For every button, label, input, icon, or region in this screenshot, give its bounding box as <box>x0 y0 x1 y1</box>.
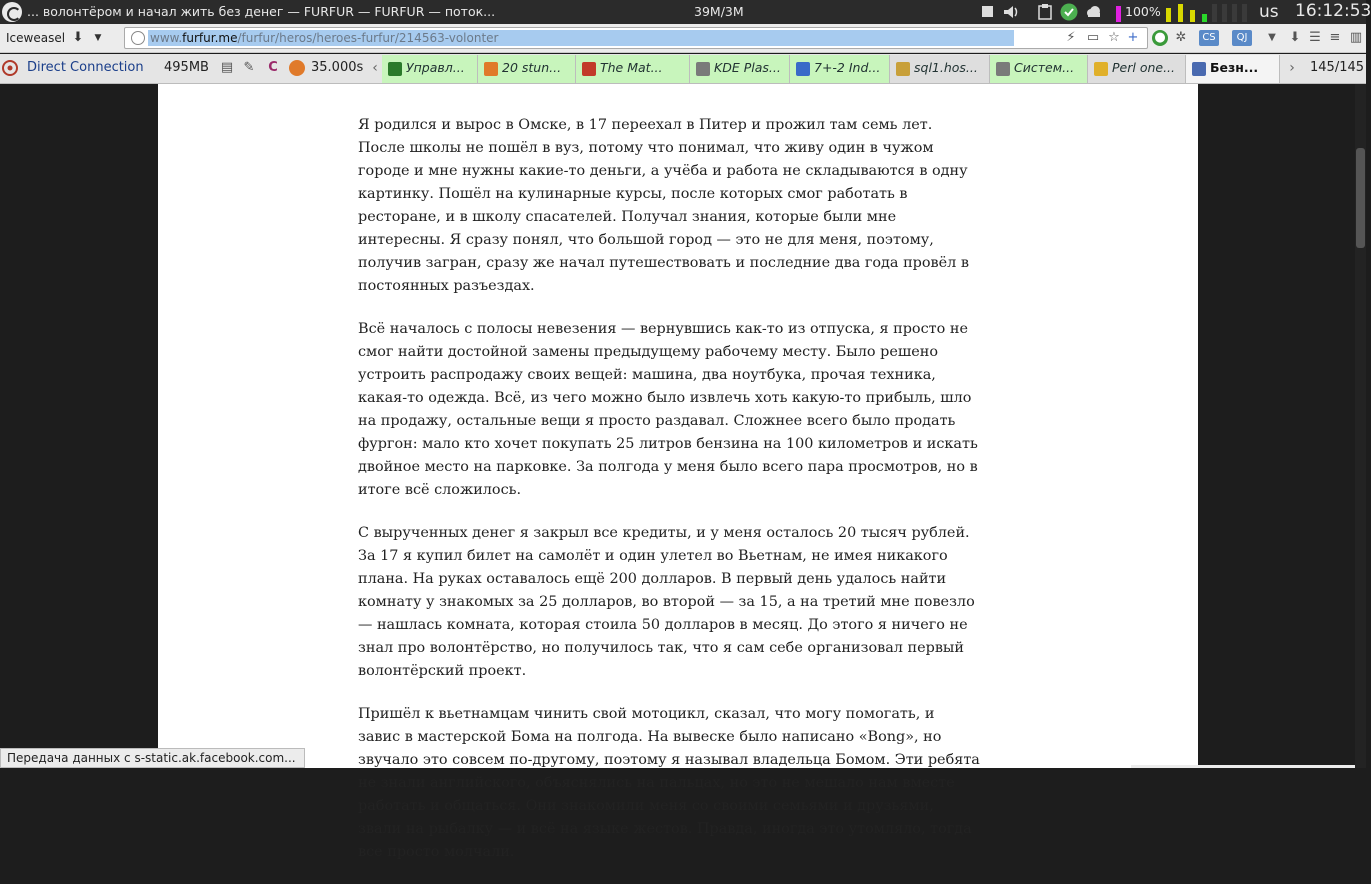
clipboard-icon[interactable] <box>1036 3 1054 21</box>
status-bar: Передача данных с s-static.ak.facebook.com... <box>0 748 305 768</box>
keyboard-layout[interactable]: us <box>1259 2 1279 22</box>
tab-label: sql1.hos... <box>914 60 978 75</box>
tab-label: The Mat... <box>600 60 663 75</box>
tab-label: Perl one... <box>1112 60 1175 75</box>
url-path: /furfur/heros/heroes-furfur/214563-volonter <box>237 31 499 45</box>
tab-strip <box>0 54 1366 84</box>
update-ok-icon[interactable] <box>1060 3 1078 21</box>
graph-slot-3 <box>1232 4 1237 22</box>
tab-label: Безн... <box>1210 60 1259 75</box>
addon-sheet-icon[interactable]: ▤ <box>220 60 234 75</box>
cpu-bar-1 <box>1166 8 1171 22</box>
firefox-icon[interactable] <box>289 60 305 76</box>
system-panel <box>0 0 1371 24</box>
tab-label: Управл... <box>406 60 465 75</box>
article-body <box>358 114 980 884</box>
list-icon[interactable]: ≡ <box>1329 30 1341 45</box>
tab-favicon-icon <box>796 62 810 76</box>
navigation-toolbar <box>0 24 1366 53</box>
tab-2[interactable] <box>478 55 576 83</box>
battery-percent: 100% <box>1125 4 1161 19</box>
memory-usage: 495MB <box>164 60 209 75</box>
clock[interactable]: 16:12:53 <box>1295 1 1371 21</box>
site-identity-icon[interactable] <box>131 31 145 45</box>
tab-1[interactable] <box>382 55 478 83</box>
cpu-bar-3 <box>1190 10 1195 22</box>
app-name: Iceweasel <box>6 31 66 45</box>
stop-square-icon[interactable] <box>982 6 993 17</box>
lightning-icon[interactable]: ⚡ <box>1066 30 1076 45</box>
tab-favicon-icon <box>896 62 910 76</box>
url-bar[interactable] <box>124 27 1148 49</box>
volume-icon[interactable] <box>1002 3 1020 21</box>
hamburger-menu-icon[interactable]: ☰ <box>1309 30 1321 45</box>
url-host: furfur.me <box>182 31 238 45</box>
cpu-bar-2 <box>1178 4 1183 22</box>
tab-9[interactable] <box>1186 55 1280 83</box>
sidebar-icon[interactable]: ▥ <box>1349 30 1363 45</box>
tab-4[interactable] <box>690 55 790 83</box>
article-paragraph-2: Всё началось с полосы невезения — вернувшись как-то из отпуска, я просто не смог найти достойной замены предыдущему рабочему месту. Было решено устроить распродажу своих вещей: машина, два ноутбука, прочая техника, какая-то одежда. Всё, из чего можно было извлечь хоть какую-то прибыль, шло на продажу, остальные вещи я просто раздавал. Сложнее всего было продать фургон: мало кто хочет покупать 25 литров бензина на 100 километров и искать двойное место на парковке. За полгода у меня было всего пара просмотров, но в итоге всё сложилось. <box>358 321 978 498</box>
add-icon[interactable]: + <box>1127 30 1139 45</box>
cs-addon-icon[interactable]: CS <box>1199 30 1219 46</box>
find-bar-edge <box>1131 765 1355 768</box>
tab-5[interactable] <box>790 55 890 83</box>
window-title: ... волонтёром и начал жить без денег — FURFUR — FURFUR — поток... <box>27 4 496 19</box>
tab-favicon-icon <box>388 62 402 76</box>
battery-level-icon <box>1116 6 1121 22</box>
tabs-scroll-left-icon[interactable]: ‹ <box>372 60 378 76</box>
tab-favicon-icon <box>696 62 710 76</box>
tab-favicon-icon <box>1094 62 1108 76</box>
article-paragraph-1: Я родился и вырос в Омске, в 17 переехал в Питер и прожил там семь лет. После школы не пошёл в вуз, потому что понимал, что живу один в чужом городе и мне нужны какие-то деньги, а учёба и работа не складываются в одну картинку. Пошёл на кулинарные курсы, после которых смог работать в ресторане, и в школу спасателей. Получал знания, которые были мне интересны. Я сразу понял, что большой город — это не для меня, поэтому, получив загран, сразу же начал путешествовать и последние два года провёл в постоянных разъездах. <box>358 117 969 294</box>
tab-6[interactable] <box>890 55 990 83</box>
weather-cloud-icon[interactable] <box>1084 3 1102 21</box>
reader-icon[interactable]: ▭ <box>1086 30 1100 45</box>
addon-green-icon[interactable]: ● <box>1152 30 1168 46</box>
tab-label: Систем... <box>1014 60 1075 75</box>
tab-favicon-icon <box>996 62 1010 76</box>
graph-slot-2 <box>1222 4 1227 22</box>
tabs-scroll-right-icon[interactable]: › <box>1289 60 1295 76</box>
net-bar <box>1202 14 1207 22</box>
tab-label: 7+-2 Ind... <box>814 60 881 75</box>
downloads-icon[interactable]: ⬇ <box>1289 30 1301 45</box>
tab-count: 145/145 <box>1310 60 1365 75</box>
tab-8[interactable] <box>1088 55 1186 83</box>
settings-gear-icon[interactable]: ✲ <box>1175 30 1187 45</box>
tab-3[interactable] <box>576 55 690 83</box>
article-paragraph-3: С вырученных денег я закрыл все кредиты, и у меня осталось 20 тысяч рублей. За 17 я купил билет на самолёт и один улетел во Вьетнам, не имея никакого плана. На руках оставалось ещё 200 долларов. В первый день удалось найти комнату у знакомых за 25 долларов, во второй — за 15, а на третий мне повезло — нашлась комната, которая стоила 50 долларов в месяц. До этого я ничего не знал про волонтёрство, но получилось так, что я сам себе организовал первый волонтёрский проект. <box>358 525 975 679</box>
proxy-icon[interactable] <box>2 60 18 76</box>
tab-label: 20 stun... <box>502 60 562 75</box>
chevron-down-icon[interactable]: ▼ <box>94 33 102 43</box>
article-paragraph-4: Пришёл к вьетнамцам чинить свой мотоцикл, сказал, что могу помогать, и завис в мастерской Бома на полгода. На вывеске было написано «Bong», но звучало это совсем по-другому, поэтому я называл владельца Бомом. Эти ребята не знали английского, объяснялись на пальцах, но это не мешало нам вместе работать и общаться. Они знакомили меня со своими семьями и друзьями, звали на рыбалку — и всё на языке жестов. Правда, иногда это утомляло, тогда все просто молчали. <box>358 706 980 860</box>
web-page <box>158 84 1198 860</box>
addon-c-icon[interactable]: C <box>268 60 278 75</box>
qj-addon-icon[interactable]: QJ <box>1232 30 1252 46</box>
direct-connection-link[interactable]: Direct Connection <box>27 60 144 75</box>
distro-logo-icon[interactable] <box>2 2 22 22</box>
bookmark-star-icon[interactable]: ☆ <box>1108 30 1120 45</box>
tab-7[interactable] <box>990 55 1088 83</box>
tab-favicon-icon <box>1192 62 1206 76</box>
tab-label: KDE Plas... <box>714 60 781 75</box>
graph-slot-4 <box>1242 4 1247 22</box>
tab-favicon-icon <box>484 62 498 76</box>
url-text[interactable] <box>150 31 498 45</box>
menu-chevron-icon[interactable]: ▼ <box>1268 32 1276 43</box>
scrollbar-thumb[interactable] <box>1356 148 1365 248</box>
addon-pen-icon[interactable]: ✎ <box>243 60 255 75</box>
graph-slot-1 <box>1212 4 1217 22</box>
url-prefix: www. <box>150 31 183 45</box>
memory-readout: 39M/3M <box>694 4 744 19</box>
download-icon[interactable]: ⬇ <box>72 30 84 45</box>
tab-favicon-icon <box>582 62 596 76</box>
load-time: 35.000s <box>311 60 364 75</box>
